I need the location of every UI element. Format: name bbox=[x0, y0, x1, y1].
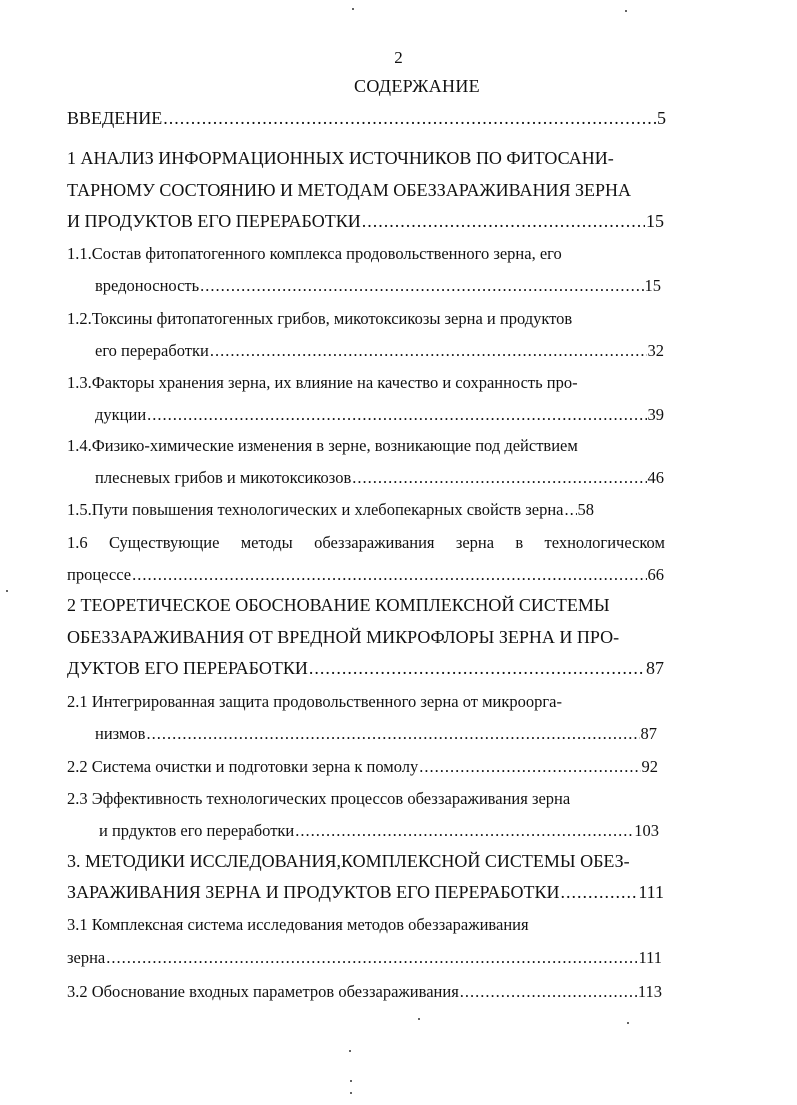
toc-entry-text: плесневых грибов и микотоксикозов bbox=[95, 468, 352, 487]
toc-entry-page: 15 bbox=[646, 211, 664, 231]
scan-speck bbox=[352, 8, 354, 10]
toc-chapter-3-line-1: 3. МЕТОДИКИ ИССЛЕДОВАНИЯ,КОМПЛЕКСНОЙ СИСТЕМЫ ОБЕЗ- bbox=[67, 851, 630, 871]
leader-dots bbox=[565, 500, 577, 520]
leader-dots bbox=[106, 948, 637, 968]
toc-entry-text: его переработки bbox=[95, 341, 209, 360]
toc-entry-page: 58 bbox=[577, 500, 594, 519]
toc-section-1-6-line-1 bbox=[67, 533, 665, 553]
word: обеззараживания bbox=[314, 533, 435, 552]
word: в bbox=[515, 533, 524, 552]
leader-dots bbox=[210, 341, 647, 361]
toc-chapter-1-line-2: ТАРНОМУ СОСТОЯНИЮ И МЕТОДАМ ОБЕЗЗАРАЖИВАНИЯ ЗЕРНА bbox=[67, 180, 632, 200]
toc-entry-page: 103 bbox=[634, 821, 659, 840]
word: 1.6 bbox=[67, 533, 88, 552]
toc-entry-page: 39 bbox=[647, 405, 664, 424]
toc-chapter-1-line-3 bbox=[67, 211, 664, 232]
toc-entry-page: 111 bbox=[638, 882, 664, 902]
leader-dots bbox=[560, 882, 637, 903]
toc-section-1-2-line-2 bbox=[95, 341, 664, 361]
toc-section-2-1-line-2 bbox=[95, 724, 657, 744]
toc-entry-intro bbox=[67, 108, 666, 129]
leader-dots bbox=[200, 276, 643, 296]
leader-dots bbox=[147, 405, 646, 425]
scan-speck bbox=[350, 1092, 352, 1094]
toc-entry-page: 15 bbox=[644, 276, 661, 295]
word: зерна bbox=[455, 533, 495, 552]
toc-section-1-3-line-2 bbox=[95, 405, 664, 425]
scan-speck bbox=[627, 1022, 629, 1024]
toc-chapter-1-line-1: 1 АНАЛИЗ ИНФОРМАЦИОННЫХ ИСТОЧНИКОВ ПО ФИТОСАНИ- bbox=[67, 148, 614, 168]
page-number: 2 bbox=[394, 48, 403, 67]
word: технологическом bbox=[544, 533, 665, 552]
toc-entry-text: ЗАРАЖИВАНИЯ ЗЕРНА И ПРОДУКТОВ ЕГО ПЕРЕРАБОТКИ bbox=[67, 882, 560, 902]
toc-entry-text: вредоносность bbox=[95, 276, 200, 295]
word: Существующие bbox=[108, 533, 220, 552]
toc-entry-text: ВВЕДЕНИЕ bbox=[67, 108, 163, 128]
toc-chapter-3-line-2 bbox=[67, 882, 664, 903]
toc-section-1-4-line-2 bbox=[95, 468, 664, 488]
leader-dots bbox=[352, 468, 646, 488]
toc-section-1-4-line-1: 1.4.Физико-химические изменения в зерне, возникающие под действием bbox=[67, 436, 578, 455]
toc-section-2-1-line-1: 2.1 Интегрированная защита продовольственного зерна от микроорга- bbox=[67, 692, 562, 711]
toc-entry-page: 66 bbox=[647, 565, 664, 584]
scan-speck bbox=[418, 1018, 420, 1020]
toc-section-2-2 bbox=[67, 757, 658, 777]
leader-dots bbox=[146, 724, 639, 744]
toc-entry-text: 2.2 Система очистки и подготовки зерна к помолу bbox=[67, 757, 419, 776]
toc-section-1-3-line-1: 1.3.Факторы хранения зерна, их влияние на качество и сохранность про- bbox=[67, 373, 578, 392]
toc-entry-page: 46 bbox=[647, 468, 664, 487]
toc-entry-text: 3.2 Обоснование входных параметров обеззараживания bbox=[67, 982, 459, 1001]
leader-dots bbox=[132, 565, 646, 585]
toc-entry-page: 92 bbox=[641, 757, 658, 776]
scan-speck bbox=[6, 590, 8, 592]
toc-entry-page: 32 bbox=[647, 341, 664, 360]
leader-dots bbox=[419, 757, 640, 777]
toc-entry-page: 113 bbox=[637, 982, 662, 1001]
toc-entry-text: И ПРОДУКТОВ ЕГО ПЕРЕРАБОТКИ bbox=[67, 211, 361, 231]
leader-dots bbox=[309, 658, 645, 679]
toc-entry-page: 5 bbox=[657, 108, 666, 128]
toc-section-1-2-line-1: 1.2.Токсины фитопатогенных грибов, микотоксикозы зерна и продуктов bbox=[67, 309, 573, 328]
toc-chapter-2-line-3 bbox=[67, 658, 664, 679]
toc-section-3-1-line-2 bbox=[67, 948, 662, 968]
toc-entry-text: 1.5.Пути повышения технологических и хлебопекарных свойств зерна bbox=[67, 500, 564, 519]
toc-entry-page: 111 bbox=[638, 948, 662, 967]
leader-dots bbox=[460, 982, 637, 1002]
toc-section-1-1-line-2 bbox=[95, 276, 661, 296]
toc-section-2-3-line-2 bbox=[99, 821, 659, 841]
toc-section-1-6-line-2 bbox=[67, 565, 664, 585]
toc-section-3-2 bbox=[67, 982, 662, 1002]
toc-section-1-1-line-1: 1.1.Состав фитопатогенного комплекса продовольственного зерна, его bbox=[67, 244, 562, 263]
toc-entry-text: дукции bbox=[95, 405, 147, 424]
scan-speck bbox=[349, 1050, 351, 1052]
page-title: СОДЕРЖАНИЕ bbox=[354, 76, 480, 96]
toc-chapter-2-line-1: 2 ТЕОРЕТИЧЕСКОЕ ОБОСНОВАНИЕ КОМПЛЕКСНОЙ СИСТЕМЫ bbox=[67, 595, 610, 615]
toc-entry-page: 87 bbox=[646, 658, 664, 678]
scan-speck bbox=[625, 10, 627, 12]
toc-section-3-1-line-1: 3.1 Комплексная система исследования методов обеззараживания bbox=[67, 915, 529, 934]
toc-section-2-3-line-1: 2.3 Эффективность технологических процессов обеззараживания зерна bbox=[67, 789, 571, 808]
toc-entry-text: процессе bbox=[67, 565, 132, 584]
scan-speck bbox=[350, 1080, 352, 1082]
leader-dots bbox=[295, 821, 633, 841]
toc-entry-text: зерна bbox=[67, 948, 106, 967]
toc-chapter-2-line-2: ОБЕЗЗАРАЖИВАНИЯ ОТ ВРЕДНОЙ МИКРОФЛОРЫ ЗЕРНА И ПРО- bbox=[67, 627, 620, 647]
toc-entry-page: 87 bbox=[640, 724, 657, 743]
toc-entry-text: низмов bbox=[95, 724, 146, 743]
toc-section-1-5 bbox=[67, 500, 664, 520]
toc-entry-text: и прдуктов его переработки bbox=[99, 821, 295, 840]
toc-entry-text: ДУКТОВ ЕГО ПЕРЕРАБОТКИ bbox=[67, 658, 308, 678]
leader-dots bbox=[163, 108, 656, 129]
word: методы bbox=[240, 533, 293, 552]
leader-dots bbox=[362, 211, 645, 232]
